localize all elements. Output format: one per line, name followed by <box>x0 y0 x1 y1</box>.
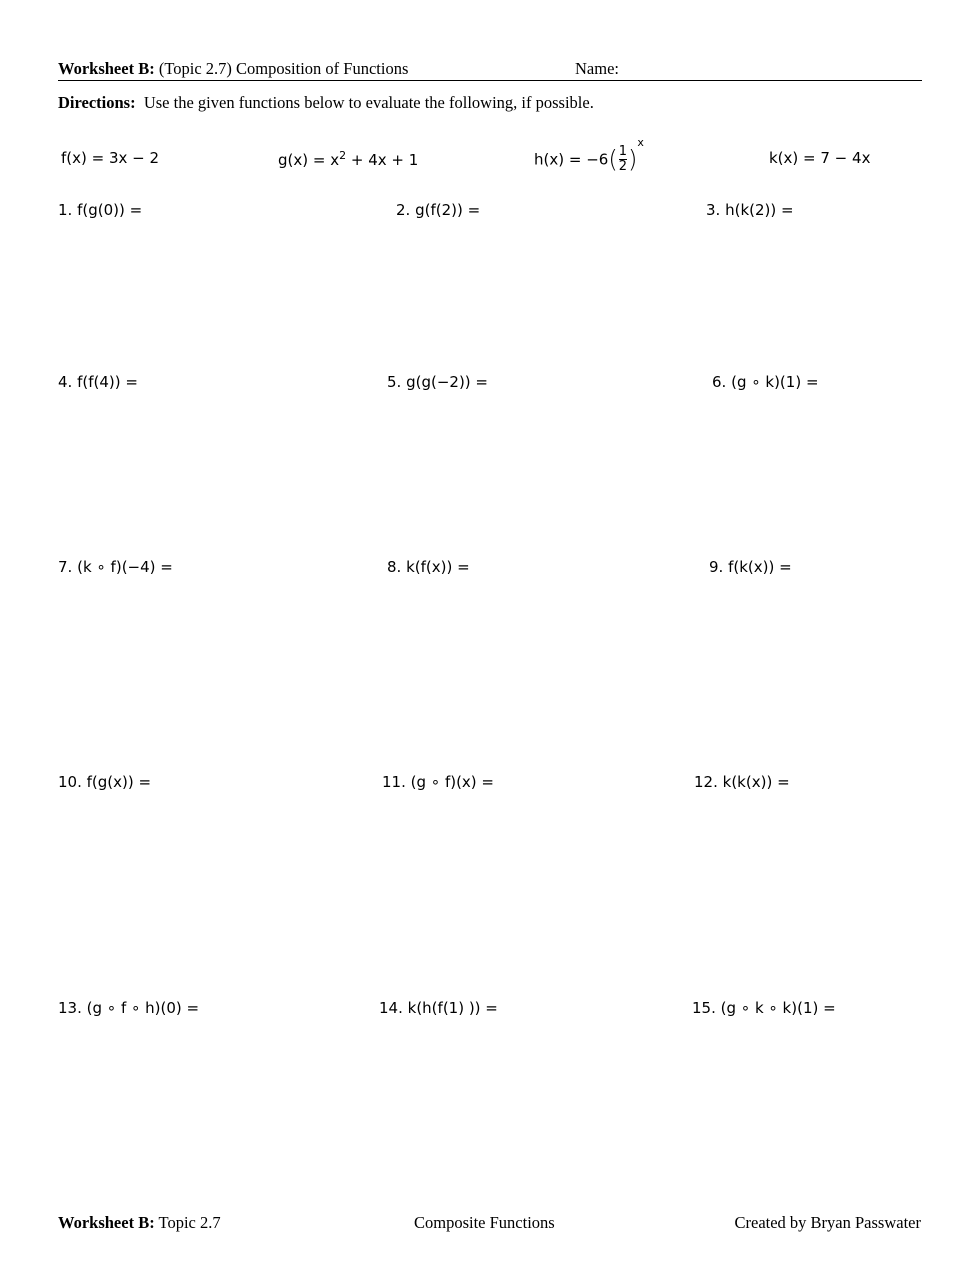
problem-9: 9. f(k(x)) = <box>709 558 792 576</box>
directions <box>58 93 594 113</box>
directions-label: Directions: <box>58 93 136 112</box>
problem-14: 14. k(h(f(1) )) = <box>379 999 498 1017</box>
problem-15: 15. (g ∘ k ∘ k)(1) = <box>692 999 836 1017</box>
function-h: h(x) = −6( $\frac{1}{2}$ )$^x$ <box>534 136 644 174</box>
name-label: Name: <box>575 59 619 78</box>
footer-left: Worksheet B: Topic 2.7 <box>58 1213 221 1232</box>
problem-1: 1. f(g(0)) = <box>58 201 143 219</box>
footer-center: Composite Functions <box>414 1213 555 1232</box>
problem-6: 6. (g ∘ k)(1) = <box>712 373 819 391</box>
worksheet-header <box>58 59 922 81</box>
function-k: k(x) = 7 − 4x <box>769 149 871 167</box>
footer-right: Created by Bryan Passwater <box>734 1213 921 1232</box>
problem-11: 11. (g ∘ f)(x) = <box>382 773 494 791</box>
problem-3: 3. h(k(2)) = <box>706 201 794 219</box>
problem-12: 12. k(k(x)) = <box>694 773 790 791</box>
directions-text: Use the given functions below to evaluate the following, if possible. <box>135 93 594 112</box>
problem-8: 8. k(f(x)) = <box>387 558 470 576</box>
problem-10: 10. f(g(x)) = <box>58 773 152 791</box>
problem-4: 4. f(f(4)) = <box>58 373 138 391</box>
fraction-one-half: $\frac{1}{2}$ <box>618 144 627 174</box>
function-f: f(x) = 3x − 2 <box>61 149 160 167</box>
problem-13: 13. (g ∘ f ∘ h)(0) = <box>58 999 200 1017</box>
problem-5: 5. g(g(−2)) = <box>387 373 488 391</box>
worksheet-title: Worksheet B: (Topic 2.7) Composition of Functions <box>58 59 409 78</box>
problem-2: 2. g(f(2)) = <box>396 201 481 219</box>
problem-7: 7. (k ∘ f)(−4) = <box>58 558 173 576</box>
function-g: $g(x) = x^2 + 4x + 1$ <box>278 149 419 169</box>
